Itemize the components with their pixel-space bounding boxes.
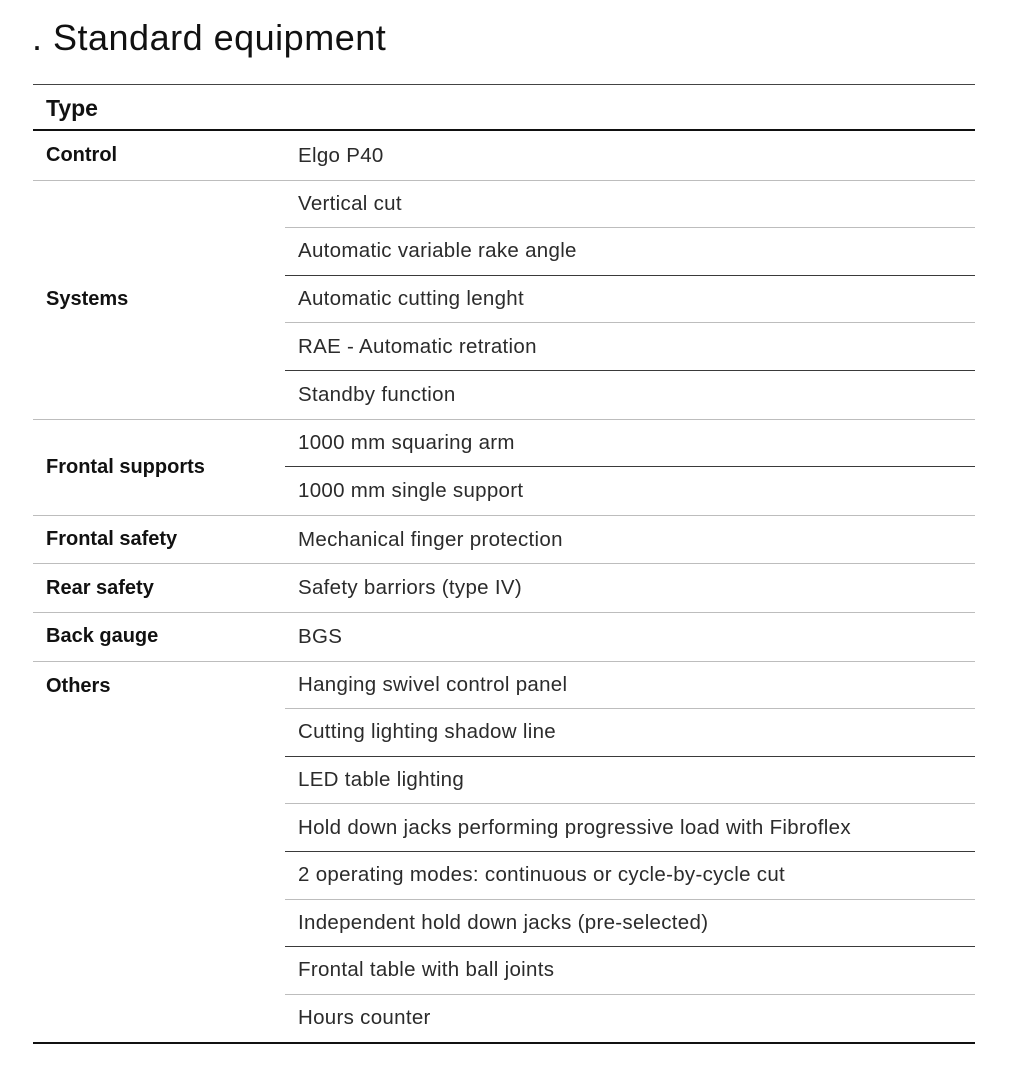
list-item: 1000 mm single support (298, 478, 524, 502)
group-systems (33, 181, 975, 420)
list-item: Cutting lighting shadow line (285, 709, 975, 757)
table-header (33, 84, 975, 131)
list-item: Hours counter (298, 1006, 431, 1030)
group-label: Others (46, 674, 111, 697)
page-title: . Standard equipment (32, 17, 387, 58)
list-item: Independent hold down jacks (pre-selected) (285, 900, 975, 948)
list-item: Automatic variable rake angle (285, 228, 975, 276)
group-label: Frontal safety (46, 528, 178, 551)
list-item: Hanging swivel control panel (285, 662, 975, 710)
list-item: Standby function (298, 382, 456, 406)
list-item: LED table lighting (285, 757, 975, 805)
list-item: Safety barriors (type IV) (298, 576, 522, 600)
list-item: RAE - Automatic retration (285, 323, 975, 371)
group-label: Frontal supports (46, 455, 205, 478)
list-item: BGS (298, 624, 343, 648)
group-others (33, 662, 975, 1043)
list-item: 2 operating modes: continuous or cycle-by-cycle cut (285, 852, 975, 900)
group-label: Control (46, 144, 118, 167)
group-frontal-supports (33, 420, 975, 516)
equipment-table (33, 132, 975, 1044)
list-item: Mechanical finger protection (298, 527, 563, 551)
group-frontal-safety (33, 516, 975, 565)
group-label: Systems (46, 288, 129, 311)
type-column-header: Type (46, 95, 98, 121)
group-rear-safety (33, 564, 975, 613)
list-item: Automatic cutting lenght (285, 276, 975, 324)
group-back-gauge (33, 613, 975, 662)
list-item: Frontal table with ball joints (285, 947, 975, 995)
group-control (33, 132, 975, 181)
list-item: Elgo P40 (298, 143, 384, 167)
group-label: Back gauge (46, 625, 159, 648)
list-item: Vertical cut (285, 181, 975, 229)
group-label: Rear safety (46, 576, 154, 599)
list-item: 1000 mm squaring arm (285, 420, 975, 468)
list-item: Hold down jacks performing progressive load with Fibroflex (285, 804, 975, 852)
